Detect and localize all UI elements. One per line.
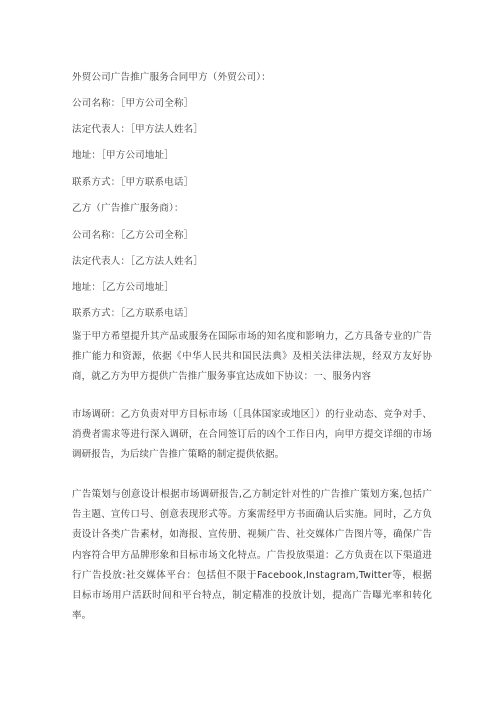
preamble-paragraph: 鉴于甲方希望提升其产品或服务在国际市场的知名度和影响力，乙方具备专业的广告推广能力和资源，依据《中华人民共和国民法典》及相关法律法规，经双方友好协商，就乙方为甲方提供广告推广服务事宜达成如下协议：一、服务内容 [72, 331, 432, 383]
party-a-address: 地址：［甲方公司地址］ [72, 150, 174, 161]
party-a-representative: 法定代表人：［甲方法人姓名］ [72, 124, 204, 135]
party-b-company: 公司名称：［乙方公司全称］ [72, 230, 194, 241]
party-b-contact: 联系方式：［乙方联系电话］ [72, 308, 194, 319]
party-a-company: 公司名称：［甲方公司全称］ [72, 98, 194, 109]
ad-planning-paragraph: 广告策划与创意设计根据市场调研报告,乙方制定针对性的广告推广策划方案,包括广告主题、宣传口号、创意表现形式等。方案需经甲方书面确认后实施。同时，乙方负责设计各类广告素材，如海报、宣传册、视频广告、社交媒体广告图片等，确保广告内容符合甲方品牌形象和目标市场文化特点。广告投放渠道：乙方负责在以下渠道进行广告投放:社交媒体平台：包括但不限于Facebook,Instagram,Twitter等，根据目标市场用户活跃时间和平台特点，制定精准的投放计划，提高广告曝光率和转化率。 [72, 489, 432, 622]
contract-title: 外贸公司广告推广服务合同甲方（外贸公司）： [72, 72, 271, 83]
party-b-heading: 乙方（广告推广服务商）： [72, 203, 184, 214]
market-research-paragraph: 市场调研：乙方负责对甲方目标市场（［具体国家或地区］）的行业动态、竞争对手、消费者需求等进行深入调研，在合同签订后的凶个工作日内，向甲方提交详细的市场调研报告，为后续广告推广策略的制定提供依据。 [72, 409, 432, 461]
party-b-representative: 法定代表人：［乙方法人姓名］ [72, 256, 204, 267]
party-a-contact: 联系方式：［甲方联系电话］ [72, 177, 194, 188]
party-b-address: 地址：［乙方公司地址］ [72, 282, 174, 293]
